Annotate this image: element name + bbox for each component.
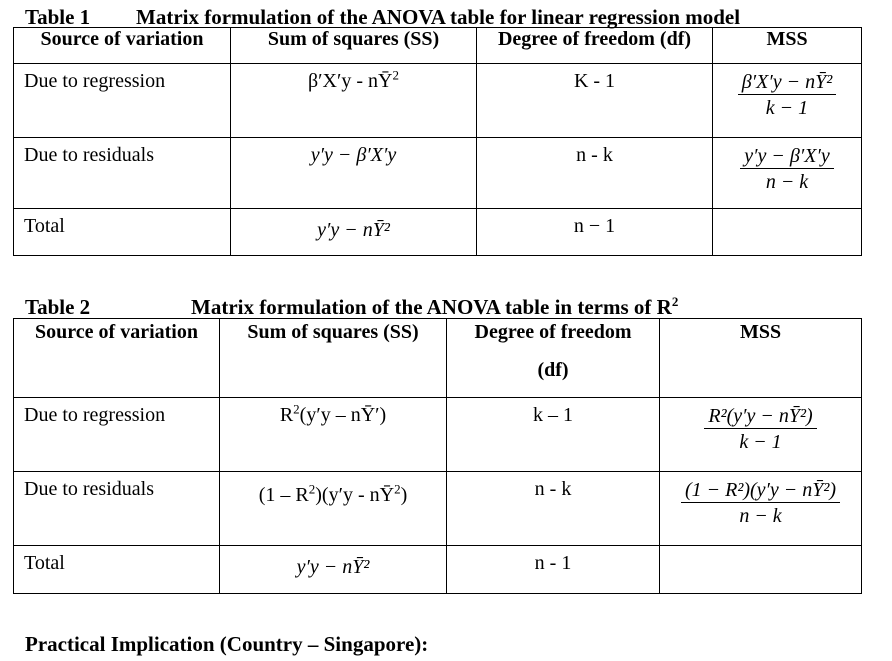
table1 <box>13 27 862 256</box>
table1-df-residuals: n - k <box>477 138 713 209</box>
table2-header-source: Source of variation <box>14 319 220 398</box>
fraction-denominator: k − 1 <box>765 97 809 119</box>
table-row <box>14 209 862 256</box>
table1-mss-total <box>713 209 862 256</box>
table1-mss-regression <box>713 64 862 138</box>
table2-df-residuals: n - k <box>447 472 660 546</box>
fraction-denominator: n − k <box>765 171 809 193</box>
table1-source-regression: Due to regression <box>14 64 231 138</box>
table1-source-total: Total <box>14 209 231 256</box>
ss-part: (1 – R <box>258 484 309 506</box>
table2-title-main: Matrix formulation of the ANOVA table in terms of R <box>191 295 672 319</box>
table2-mss-regression <box>660 398 862 472</box>
table2-header-mss: MSS <box>660 319 862 398</box>
table2-header-df-line2: (df) <box>537 359 569 381</box>
table1-ss-regression-main: β′X′y - nȲ <box>308 70 393 92</box>
table-row <box>14 64 862 138</box>
table1-header-df <box>477 28 713 64</box>
table2-title-sup: 2 <box>671 294 679 309</box>
ss-part: R <box>279 404 294 426</box>
ss-part: ) <box>400 484 408 506</box>
table1-title: Matrix formulation of the ANOVA table for linear regression model <box>136 5 741 29</box>
table1-header-mss: MSS <box>713 28 862 64</box>
table2-ss-total: y′y − nȲ² <box>220 546 447 594</box>
table2-source-regression: Due to regression <box>14 398 220 472</box>
section-heading: Practical Implication (Country – Singapore): <box>25 632 429 656</box>
table2-header-df-line1: Degree of freedom <box>474 321 632 343</box>
table1-header-source: Source of variation <box>14 28 231 64</box>
fraction-numerator: (1 − R²)(y′y − nȲ²) <box>681 478 840 503</box>
table2-mss-residuals-fraction <box>681 478 840 529</box>
ss-sup: 2 <box>394 481 401 497</box>
ss-sup: 2 <box>293 401 300 417</box>
table1-mss-residuals-fraction <box>740 144 833 195</box>
table-row <box>14 546 862 594</box>
table2 <box>13 318 862 594</box>
fraction-numerator: y′y − β′X′y <box>740 144 833 169</box>
fraction-denominator: k − 1 <box>739 431 782 453</box>
ss-sup: 2 <box>308 481 316 497</box>
ss-part: (y′y – nȲ′) <box>299 404 387 426</box>
table-row <box>14 472 862 546</box>
table-row <box>14 138 862 209</box>
table1-header-df-text: Degree of freedom (df) <box>497 28 692 50</box>
table2-mss-residuals <box>660 472 862 546</box>
table1-ss-regression <box>231 64 477 138</box>
table2-df-regression: k – 1 <box>447 398 660 472</box>
table1-header-ss: Sum of squares (SS) <box>231 28 477 64</box>
table1-mss-residuals <box>713 138 862 209</box>
table2-source-total: Total <box>14 546 220 594</box>
table2-df-total: n - 1 <box>447 546 660 594</box>
fraction-numerator: β′X′y − nȲ² <box>738 70 836 95</box>
table1-df-total: n − 1 <box>477 209 713 256</box>
table1-ss-residuals: y′y − β′X′y <box>231 138 477 209</box>
table1-ss-regression-sup: 2 <box>392 67 399 83</box>
table2-mss-total <box>660 546 862 594</box>
table2-header-ss: Sum of squares (SS) <box>220 319 447 398</box>
table1-ss-total: y′y − nȲ² <box>231 209 477 256</box>
table2-source-residuals: Due to residuals <box>14 472 220 546</box>
fraction-numerator: R²(y′y − nȲ²) <box>704 404 816 429</box>
table-row <box>14 398 862 472</box>
fraction-denominator: n − k <box>739 505 782 527</box>
table2-ss-residuals <box>220 472 447 546</box>
table2-title <box>191 296 678 318</box>
ss-part: )(y′y - nȲ <box>315 484 395 506</box>
table2-ss-regression <box>220 398 447 472</box>
table1-number: Table 1 <box>25 5 91 29</box>
table1-header-row <box>14 28 862 64</box>
table2-number: Table 2 <box>25 295 91 319</box>
table2-header-df <box>447 319 660 398</box>
table1-df-regression: K - 1 <box>477 64 713 138</box>
table1-mss-regression-fraction <box>738 70 836 121</box>
table2-header-row <box>14 319 862 398</box>
table1-source-residuals: Due to residuals <box>14 138 231 209</box>
table2-mss-regression-fraction <box>704 404 816 455</box>
